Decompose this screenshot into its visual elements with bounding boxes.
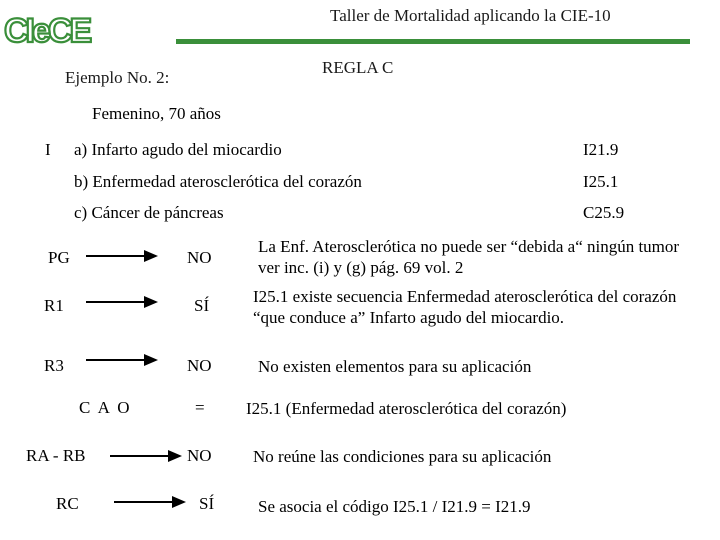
diagnosis-b: b) Enfermedad aterosclerótica del corazón — [74, 172, 362, 191]
cieece-logo — [2, 2, 90, 52]
arrow-icon — [86, 246, 158, 266]
diagnosis-b-code: I25.1 — [583, 172, 619, 191]
diagnosis-a-code: I21.9 — [583, 140, 619, 159]
page-title: Taller de Mortalidad aplicando la CIE-10 — [330, 6, 611, 25]
rule-label-r3: R3 — [44, 356, 64, 375]
diagnosis-a: a) Infarto agudo del miocardio — [74, 140, 282, 159]
rule-explanation-ra-rb: No reúne las condiciones para su aplicación — [253, 447, 552, 466]
arrow-icon — [86, 350, 158, 370]
rule-value-cao: = — [195, 398, 205, 417]
rule-label-pg: PG — [48, 248, 70, 267]
diagnosis-c-code: C25.9 — [583, 203, 625, 222]
patient-info: Femenino, 70 años — [92, 104, 221, 123]
rule-label-ra-rb: RA - RB — [26, 446, 86, 465]
rule-label-rc: RC — [56, 494, 79, 513]
rule-explanation-pg: La Enf. Aterosclerótica no puede ser “debida a“ ningún tumor ver inc. (i) y (g) pág. 69 vol. 2 — [258, 237, 680, 277]
rule-value-r3: NO — [187, 356, 212, 375]
rule-label-cao: C A O — [79, 398, 132, 417]
rule-title: REGLA C — [322, 58, 394, 77]
rule-explanation-rc: Se asocia el código I25.1 / I21.9 = I21.9 — [258, 497, 531, 516]
rule-explanation-r3: No existen elementos para su aplicación — [258, 357, 532, 376]
rule-value-rc: SÍ — [199, 494, 215, 513]
rule-label-r1: R1 — [44, 296, 64, 315]
diagnosis-c: c) Cáncer de páncreas — [74, 203, 224, 222]
arrow-icon — [86, 292, 158, 312]
rule-explanation-r1: I25.1 existe secuencia Enfermedad aterosclerótica del corazón “que conduce a” Infarto agudo del miocardio. — [253, 287, 677, 327]
arrow-icon — [110, 446, 182, 466]
rule-value-pg: NO — [187, 248, 212, 267]
svg-text:CIeCE: CIeCE — [4, 12, 90, 50]
rule-value-r1: SÍ — [194, 296, 210, 315]
rule-explanation-cao: I25.1 (Enfermedad aterosclerótica del corazón) — [246, 399, 567, 418]
title-underline — [176, 39, 690, 44]
rule-value-ra-rb: NO — [187, 446, 212, 465]
part-label: I — [45, 140, 51, 159]
arrow-icon — [114, 492, 186, 512]
example-label: Ejemplo No. 2: — [65, 68, 170, 87]
